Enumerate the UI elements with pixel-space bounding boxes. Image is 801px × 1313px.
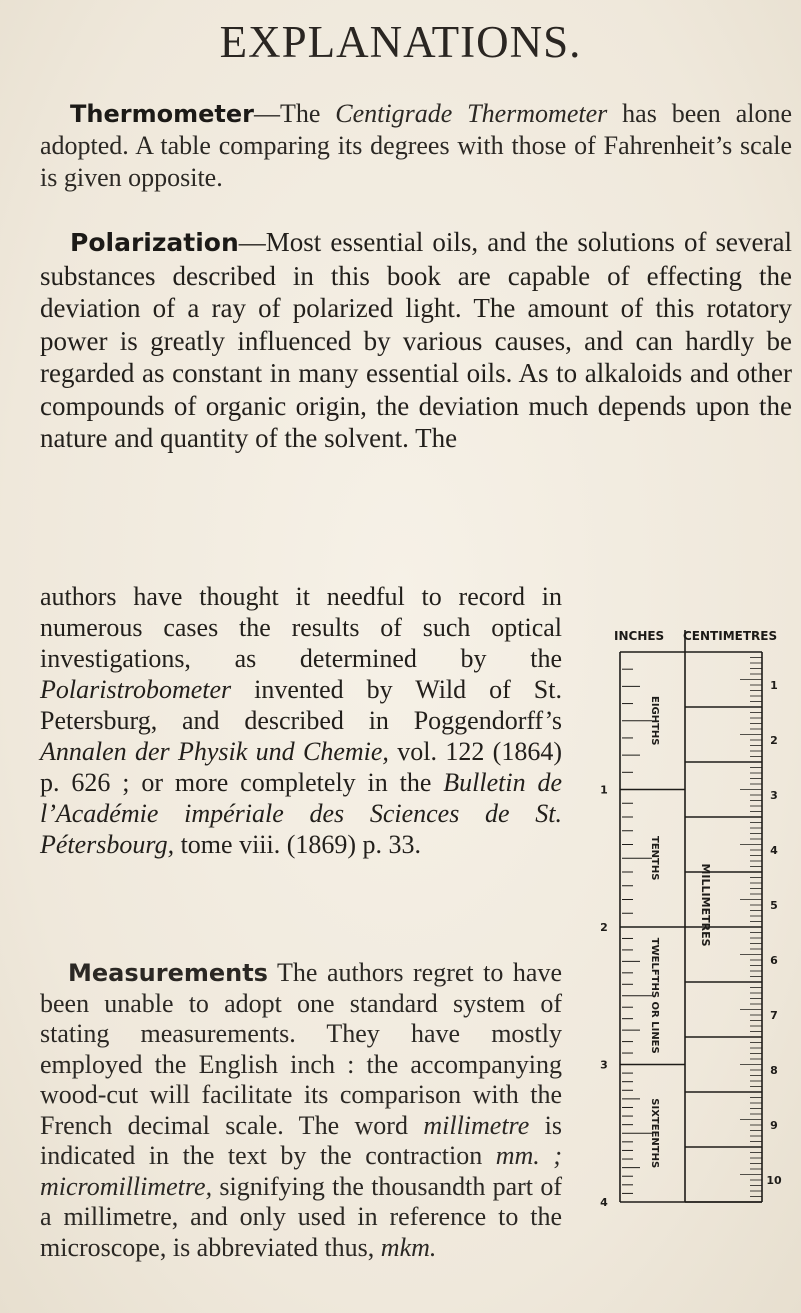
- polarization-paragraph: [40, 226, 792, 455]
- annalen-italic: Annalen der Physik und Chemie,: [40, 737, 389, 766]
- measurements-heading: Measurements: [68, 959, 268, 987]
- tenths-label: TENTHS: [649, 836, 660, 881]
- centimetre-number: 10: [766, 1174, 782, 1187]
- polarization-cont-1: authors have thought it needful to record in numerous cases the results of such optical investigations, as determined by the: [40, 582, 562, 673]
- polarization-dash: —: [238, 227, 266, 257]
- polarization-text: Most essential oils, and the solutions of several substances described in this book are capable of effecting the deviation of a ray of polarized light. The amount of this rotatory power is greatly influenced by various causes, and can hardly be regarded as constant in many essential oils. As to alkaloids and other compounds of organic origin, the deviation much depends upon the nature and quantity of the solvent. The: [40, 227, 792, 453]
- centimetres-header: CENTIMETRES: [683, 629, 778, 643]
- centimetre-number: 6: [770, 954, 778, 967]
- inch-number: 4: [600, 1196, 608, 1209]
- inches-header: INCHES: [614, 629, 665, 643]
- inch-number: 1: [600, 783, 608, 797]
- centimetre-number: 1: [770, 679, 778, 692]
- centimetre-number: 9: [770, 1119, 778, 1132]
- millimetres-label: MILLIMETRES: [699, 863, 712, 947]
- polarization-cont-2: invented by Wild of St. Petersburg, and described in Poggendorff’s: [40, 675, 562, 735]
- thermometer-text-1: The: [279, 99, 336, 128]
- inch-number: 3: [600, 1058, 608, 1072]
- measurements-paragraph: [40, 958, 562, 1263]
- polarization-heading: Polarization: [70, 228, 239, 257]
- sixteenths-label: SIXTEENTHS: [649, 1098, 660, 1169]
- millimetre-italic: millimetre: [423, 1110, 530, 1140]
- centimetre-number: 4: [770, 844, 778, 857]
- measurements-text-2: is indicated in the text by the contraction: [40, 1110, 562, 1170]
- page-title: EXPLANATIONS.: [219, 17, 582, 67]
- polarization-continuation: [40, 581, 562, 860]
- measurements-text-4: signifying the thousandth part of a millimetre, and only used in reference to the microscope, is abbreviated thus,: [40, 1171, 562, 1262]
- centimetre-number: 3: [770, 789, 778, 802]
- centimetre-number: 7: [770, 1009, 778, 1022]
- bulletin-italic: Bulletin de l’Académie impériale des Sciences de St. Pétersbourg,: [40, 768, 562, 859]
- twelfths-label: TWELFTHS OR LINES: [649, 937, 660, 1054]
- polarization-cont-3: vol. 122 (1864) p. 626 ; or more completely in the: [40, 737, 562, 797]
- thermometer-text-2: has been alone adopted. A table comparing its degrees with those of Fahrenheit’s scale is given opposite.: [40, 99, 792, 192]
- centimetre-number: 8: [770, 1064, 778, 1077]
- thermometer-dash: —: [253, 99, 280, 128]
- measurement-scale: [590, 620, 795, 1220]
- inch-number: 2: [600, 921, 608, 934]
- mkm-italic: mkm.: [380, 1232, 437, 1262]
- thermometer-paragraph: [40, 98, 792, 194]
- thermometer-heading: Thermometer: [70, 100, 254, 128]
- eighths-label: EIGHTHS: [649, 695, 660, 746]
- thermometer-italic: Centigrade Thermometer: [335, 99, 608, 128]
- polaristrobometer-italic: Polaristrobometer: [40, 675, 232, 704]
- mm-italic: mm. ;: [495, 1141, 562, 1170]
- centimetre-number: 2: [770, 734, 778, 747]
- measurements-text-1: The authors regret to have been unable to adopt one standard system of stating measurements. They have mostly employed the English inch : the accompanying wood-cut will facilitate its comparison with the French decimal scale. The word: [40, 958, 562, 1140]
- centimetre-number: 5: [770, 899, 778, 912]
- micromillimetre-italic: micromillimetre,: [40, 1171, 213, 1201]
- polarization-cont-4: tome viii. (1869) p. 33.: [174, 830, 422, 859]
